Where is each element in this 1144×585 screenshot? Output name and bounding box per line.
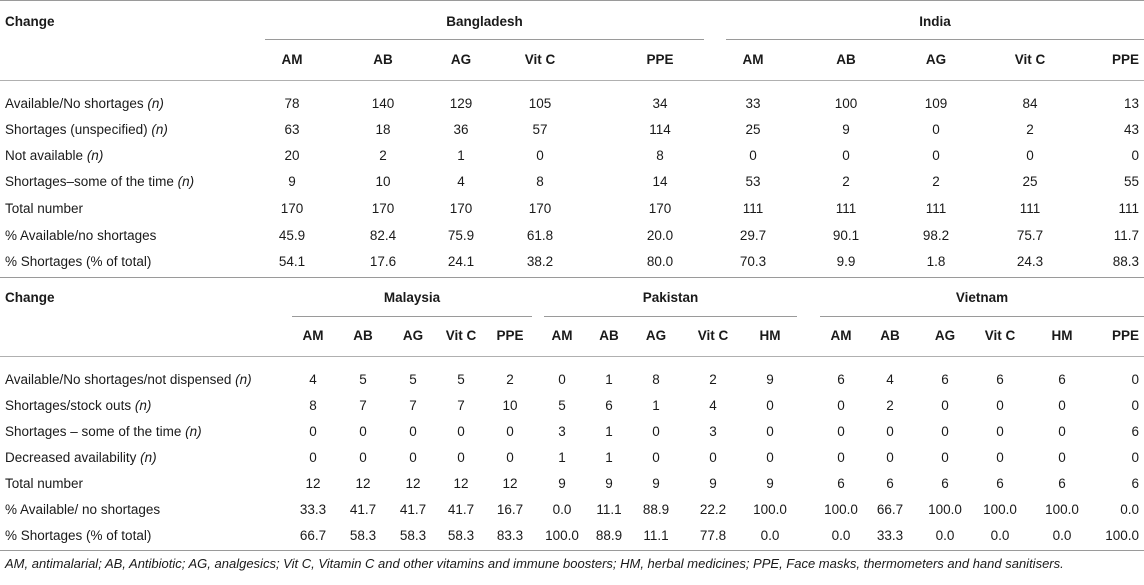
- column-header-ag: AG: [450, 52, 472, 67]
- table-cell: 4: [886, 372, 894, 387]
- row-label-unit: (n): [134, 398, 152, 413]
- table-cell: 2: [842, 174, 850, 189]
- table-cell: 0: [1131, 372, 1139, 387]
- table-cell: 9: [709, 476, 717, 491]
- table-cell: 100.0: [928, 502, 962, 517]
- table-cell: 0: [309, 450, 317, 465]
- column-header-ab: AB: [836, 52, 856, 67]
- table-cell: 11.1: [643, 528, 669, 543]
- column-header-hm: HM: [759, 328, 781, 343]
- table-cell: 88.3: [1112, 254, 1139, 269]
- row-label-text: Not available: [5, 148, 84, 163]
- table-cell: 129: [449, 96, 473, 111]
- table-cell: 98.2: [922, 228, 950, 243]
- table-cell: 8: [652, 372, 660, 387]
- row-label-unit: (n): [147, 96, 164, 111]
- row-label: [5, 528, 151, 544]
- table-cell: 16.7: [496, 502, 524, 517]
- table-cell: 1: [605, 450, 613, 465]
- table-cell: 9: [288, 174, 296, 189]
- table-cell: 4: [457, 174, 465, 189]
- country-underline: [544, 316, 797, 317]
- column-header-am: AM: [302, 328, 324, 343]
- table-cell: 77.8: [699, 528, 727, 543]
- table-cell: 111: [1118, 201, 1139, 216]
- table-cell: 14: [652, 174, 668, 189]
- table-cell: 17.6: [369, 254, 397, 269]
- country-underline: [265, 39, 704, 40]
- table-cell: 34: [652, 96, 668, 111]
- row-label-text: Decreased availability: [5, 450, 137, 465]
- table-cell: 4: [709, 398, 717, 413]
- table-cell: 9.9: [836, 254, 856, 269]
- column-header-vit-c: Vit C: [697, 328, 729, 343]
- header-rule: [0, 80, 1144, 81]
- table-cell: 140: [371, 96, 395, 111]
- table-cell: 88.9: [642, 502, 670, 517]
- row-label-text: Shortages (unspecified): [5, 122, 148, 137]
- column-header-ab: AB: [353, 328, 373, 343]
- country-header-pakistan: Pakistan: [642, 290, 699, 305]
- table-cell: 70.3: [739, 254, 767, 269]
- row-label-unit: (n): [235, 372, 252, 387]
- table-cell: 12: [502, 476, 518, 491]
- table-cell: 0: [996, 450, 1004, 465]
- row-label: [5, 502, 160, 518]
- table-cell: 0: [652, 450, 660, 465]
- table-cell: 0: [409, 450, 417, 465]
- table-cell: 0: [359, 450, 367, 465]
- column-header-vit-c: Vit C: [524, 52, 556, 67]
- table-cell: 61.8: [526, 228, 554, 243]
- table-cell: 6: [996, 372, 1004, 387]
- table-cell: 41.7: [349, 502, 377, 517]
- table-cell: 5: [409, 372, 417, 387]
- table-cell: 0: [941, 398, 949, 413]
- table-cell: 29.7: [739, 228, 767, 243]
- table-cell: 6: [941, 476, 949, 491]
- table-cell: 0: [506, 424, 514, 439]
- table-cell: 1: [558, 450, 566, 465]
- table-cell: 24.1: [447, 254, 475, 269]
- table-cell: 6: [1058, 372, 1066, 387]
- country-header-malaysia: Malaysia: [383, 290, 441, 305]
- table-cell: 100: [834, 96, 858, 111]
- table-cell: 0: [1131, 148, 1139, 163]
- table-cell: 22.2: [699, 502, 727, 517]
- table-footnote: AM, antimalarial; AB, Antibiotic; AG, analgesics; Vit C, Vitamin C and other vitamins and immune boosters; HM, herbal medicines; PPE, Face masks, thermometers and hand sanitisers.: [5, 556, 1064, 571]
- column-header-ag: AG: [925, 52, 947, 67]
- table-cell: 0.0: [935, 528, 955, 543]
- table-cell: 10: [502, 398, 518, 413]
- panel-bottom-rule: [0, 550, 1144, 551]
- country-underline: [726, 39, 1144, 40]
- table-cell: 88.9: [595, 528, 623, 543]
- table-cell: 100.0: [983, 502, 1017, 517]
- table-cell: 0.0: [760, 528, 780, 543]
- table-cell: 25: [745, 122, 761, 137]
- table-cell: 2: [709, 372, 717, 387]
- table-cell: 80.0: [646, 254, 674, 269]
- table-cell: 1: [605, 372, 613, 387]
- table-cell: 9: [558, 476, 566, 491]
- table-cell: 170: [449, 201, 473, 216]
- table-cell: 41.7: [447, 502, 475, 517]
- row-label-text: Total number: [5, 201, 84, 216]
- column-header-am: AM: [830, 328, 852, 343]
- table-cell: 25: [1022, 174, 1038, 189]
- table-cell: 100.0: [1105, 528, 1139, 543]
- row-label-text: Available/No shortages: [5, 96, 144, 111]
- table-cell: 3: [709, 424, 717, 439]
- table-cell: 66.7: [876, 502, 904, 517]
- table-cell: 109: [924, 96, 948, 111]
- table-cell: 0: [749, 148, 757, 163]
- table-cell: 0: [1026, 148, 1034, 163]
- country-header-vietnam: Vietnam: [955, 290, 1009, 305]
- column-header-ab: AB: [373, 52, 393, 67]
- table-cell: 84: [1022, 96, 1038, 111]
- table-cell: 9: [605, 476, 613, 491]
- table-cell: 5: [558, 398, 566, 413]
- row-label-text: Shortages/stock outs: [5, 398, 132, 413]
- column-header-ag: AG: [402, 328, 424, 343]
- column-header-am: AM: [551, 328, 573, 343]
- row-label: [5, 398, 151, 414]
- table-cell: 78: [284, 96, 300, 111]
- table-cell: 1.8: [926, 254, 946, 269]
- column-header-ag: AG: [934, 328, 956, 343]
- table-cell: 12: [355, 476, 371, 491]
- row-label-unit: (n): [185, 424, 202, 439]
- country-header-india: India: [919, 14, 951, 29]
- panel-bottom-rule: [0, 277, 1144, 278]
- table-cell: 75.7: [1016, 228, 1044, 243]
- table-cell: 2: [1026, 122, 1034, 137]
- table-cell: 114: [649, 122, 671, 137]
- table-cell: 0: [1058, 450, 1066, 465]
- table-cell: 75.9: [447, 228, 475, 243]
- table-cell: 0: [996, 424, 1004, 439]
- table-cell: 0: [359, 424, 367, 439]
- row-label: [5, 174, 194, 190]
- table-cell: 24.3: [1016, 254, 1044, 269]
- table-cell: 0: [457, 450, 465, 465]
- table-cell: 0.0: [1052, 528, 1072, 543]
- row-label-unit: (n): [86, 148, 104, 163]
- column-header-ppe: PPE: [1111, 52, 1139, 67]
- table-cell: 0: [932, 122, 940, 137]
- table-cell: 6: [996, 476, 1004, 491]
- column-header-ab: AB: [599, 328, 619, 343]
- table-cell: 43: [1123, 122, 1139, 137]
- table-cell: 5: [359, 372, 367, 387]
- row-label: [5, 201, 83, 217]
- table-cell: 55: [1123, 174, 1139, 189]
- table-cell: 0: [652, 424, 660, 439]
- table-cell: 6: [886, 476, 894, 491]
- table-cell: 7: [409, 398, 417, 413]
- table-cell: 6: [837, 476, 845, 491]
- table-cell: 0.0: [1120, 502, 1139, 517]
- table-cell: 2: [886, 398, 894, 413]
- column-header-ag: AG: [645, 328, 667, 343]
- column-header-ppe: PPE: [646, 52, 674, 67]
- table-cell: 100.0: [545, 528, 579, 543]
- table-cell: 111: [742, 201, 764, 216]
- table-cell: 0: [842, 148, 850, 163]
- table-cell: 100.0: [824, 502, 858, 517]
- country-header-bangladesh: Bangladesh: [446, 14, 523, 29]
- header-rule: [0, 356, 1144, 357]
- row-label: [5, 96, 164, 112]
- table-cell: 8: [656, 148, 664, 163]
- table-cell: 0: [1058, 424, 1066, 439]
- table-cell: 0: [837, 424, 845, 439]
- table-cell: 0.0: [831, 528, 851, 543]
- table-cell: 6: [941, 372, 949, 387]
- table-cell: 9: [766, 372, 774, 387]
- table-cell: 111: [1019, 201, 1041, 216]
- table-cell: 9: [842, 122, 850, 137]
- column-header-vit-c: Vit C: [984, 328, 1016, 343]
- table-cell: 11.7: [1113, 228, 1139, 243]
- row-label: [5, 372, 252, 388]
- table-cell: 7: [457, 398, 465, 413]
- column-header-ppe: PPE: [496, 328, 524, 343]
- table-cell: 12: [453, 476, 469, 491]
- table-cell: 4: [309, 372, 317, 387]
- table-cell: 58.3: [399, 528, 427, 543]
- table-cell: 0: [941, 450, 949, 465]
- table-cell: 170: [371, 201, 395, 216]
- table-cell: 0: [506, 450, 514, 465]
- column-header-ab: AB: [880, 328, 900, 343]
- table-cell: 12: [305, 476, 321, 491]
- table-cell: 105: [528, 96, 552, 111]
- table-cell: 1: [652, 398, 660, 413]
- row-label-text: Shortages – some of the time: [5, 424, 182, 439]
- table-cell: 41.7: [399, 502, 427, 517]
- column-header-hm: HM: [1051, 328, 1073, 343]
- table-cell: 170: [648, 201, 672, 216]
- table-cell: 170: [528, 201, 552, 216]
- table-cell: 33: [745, 96, 761, 111]
- country-underline: [820, 316, 1144, 317]
- row-label: [5, 122, 168, 138]
- table-cell: 0: [409, 424, 417, 439]
- table-cell: 45.9: [278, 228, 306, 243]
- table-cell: 111: [925, 201, 947, 216]
- table-cell: 58.3: [349, 528, 377, 543]
- row-label: [5, 424, 202, 440]
- table-cell: 0: [1058, 398, 1066, 413]
- table-cell: 12: [405, 476, 421, 491]
- row-label-text: % Shortages (% of total): [5, 528, 152, 543]
- table-cell: 6: [837, 372, 845, 387]
- table-cell: 20: [284, 148, 300, 163]
- row-label: [5, 476, 83, 492]
- table-cell: 54.1: [278, 254, 306, 269]
- change-header: Change: [5, 290, 55, 305]
- row-label-text: % Available/no shortages: [5, 228, 157, 243]
- row-label-text: Shortages–some of the time: [5, 174, 174, 189]
- table-cell: 66.7: [299, 528, 327, 543]
- table-cell: 0: [709, 450, 717, 465]
- table-cell: 100.0: [753, 502, 787, 517]
- country-underline: [292, 316, 532, 317]
- table-top-rule: [0, 0, 1144, 1]
- column-header-vit-c: Vit C: [445, 328, 477, 343]
- row-label-text: % Available/ no shortages: [5, 502, 161, 517]
- table-cell: 83.3: [496, 528, 524, 543]
- table-cell: 6: [1131, 476, 1139, 491]
- table-cell: 8: [536, 174, 544, 189]
- table-cell: 9: [766, 476, 774, 491]
- table-cell: 63: [284, 122, 300, 137]
- table-cell: 0: [837, 398, 845, 413]
- table-cell: 9: [652, 476, 660, 491]
- row-label: [5, 148, 103, 164]
- table-cell: 33.3: [876, 528, 904, 543]
- table-cell: 1: [457, 148, 465, 163]
- row-label-unit: (n): [140, 450, 157, 465]
- table-cell: 3: [558, 424, 566, 439]
- table-cell: 82.4: [369, 228, 397, 243]
- table-cell: 0: [837, 450, 845, 465]
- table-cell: 0.0: [990, 528, 1010, 543]
- table-cell: 1: [605, 424, 613, 439]
- table-cell: 11.1: [596, 502, 622, 517]
- row-label-text: Total number: [5, 476, 84, 491]
- table-cell: 0: [1131, 398, 1139, 413]
- table-cell: 0: [996, 398, 1004, 413]
- table-cell: 57: [532, 122, 548, 137]
- table-cell: 0: [886, 424, 894, 439]
- table-cell: 0: [558, 372, 566, 387]
- table-cell: 58.3: [447, 528, 475, 543]
- table-cell: 0: [766, 424, 774, 439]
- table-cell: 38.2: [526, 254, 554, 269]
- table-cell: 2: [379, 148, 387, 163]
- column-header-am: AM: [742, 52, 764, 67]
- table-cell: 0: [766, 450, 774, 465]
- table-cell: 10: [375, 174, 391, 189]
- column-header-am: AM: [281, 52, 303, 67]
- column-header-vit-c: Vit C: [1014, 52, 1046, 67]
- table-cell: 0: [1131, 450, 1139, 465]
- table-cell: 100.0: [1045, 502, 1079, 517]
- table-cell: 90.1: [832, 228, 860, 243]
- table-cell: 0: [536, 148, 544, 163]
- row-label-unit: (n): [177, 174, 195, 189]
- table-cell: 0: [886, 450, 894, 465]
- table-cell: 6: [1131, 424, 1139, 439]
- table-cell: 13: [1123, 96, 1139, 111]
- table-cell: 0: [766, 398, 774, 413]
- table-cell: 20.0: [646, 228, 674, 243]
- table-cell: 18: [375, 122, 391, 137]
- table-cell: 6: [605, 398, 613, 413]
- table-cell: 36: [453, 122, 469, 137]
- row-label: [5, 254, 151, 270]
- table-cell: 2: [506, 372, 514, 387]
- row-label-unit: (n): [151, 122, 168, 137]
- table-cell: 0.0: [552, 502, 572, 517]
- table-cell: 2: [932, 174, 940, 189]
- table-cell: 8: [309, 398, 317, 413]
- table-cell: 33.3: [299, 502, 327, 517]
- table-cell: 6: [1058, 476, 1066, 491]
- table-cell: 53: [745, 174, 761, 189]
- row-label-text: Available/No shortages/not dispensed: [5, 372, 232, 387]
- table-cell: 5: [457, 372, 465, 387]
- table-cell: 0: [309, 424, 317, 439]
- row-label: [5, 450, 157, 466]
- table-cell: 0: [932, 148, 940, 163]
- change-header: Change: [5, 14, 55, 29]
- column-header-ppe: PPE: [1111, 328, 1139, 343]
- table-cell: 111: [835, 201, 857, 216]
- row-label: [5, 228, 156, 244]
- table-cell: 7: [359, 398, 367, 413]
- table-cell: 0: [457, 424, 465, 439]
- row-label-text: % Shortages (% of total): [5, 254, 152, 269]
- table-cell: 0: [941, 424, 949, 439]
- table-cell: 170: [280, 201, 304, 216]
